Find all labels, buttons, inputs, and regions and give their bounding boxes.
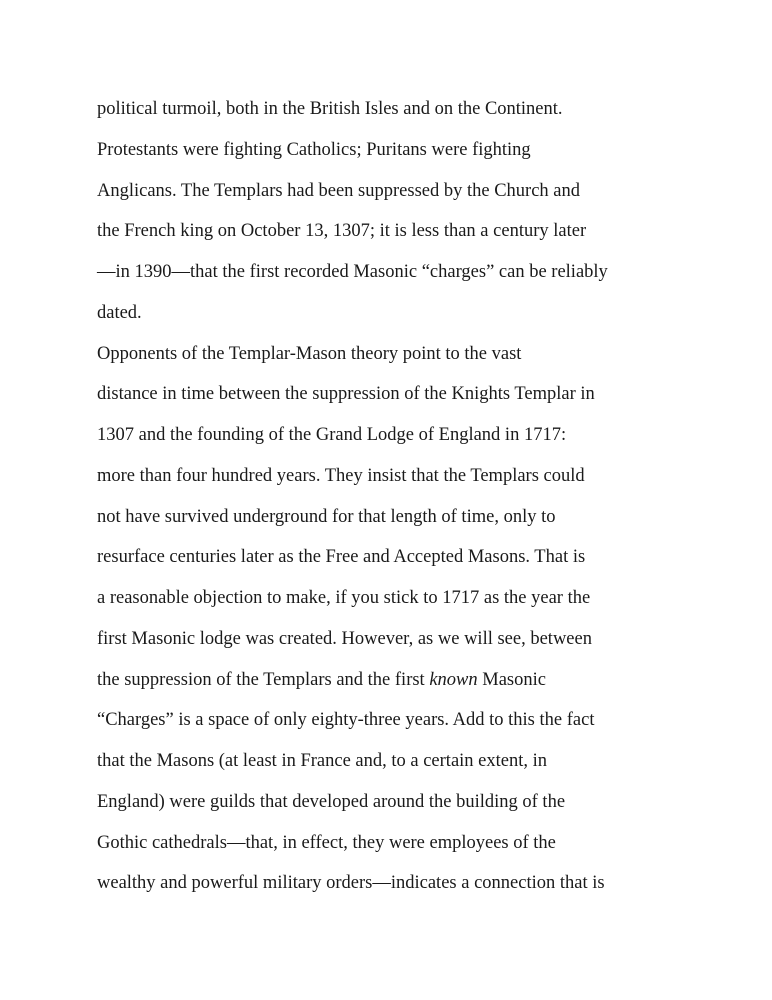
text-line-6: dated. [97, 302, 142, 323]
text-line-3: Anglicans. The Templars had been suppressed by the Church and [97, 180, 581, 201]
text-line-15-end: Masonic [477, 669, 546, 690]
text-line-16: “Charges” is a space of only eighty-three years. Add to this the fact [97, 710, 595, 731]
text-line-14: first Masonic lodge was created. However, as we will see, between [97, 628, 592, 649]
text-line-5: —in 1390—that the first recorded Masonic “charges” can be reliably [97, 262, 608, 282]
text-line-4: the French king on October 13, 1307; it is less than a century later [97, 221, 587, 242]
text-line-13: a reasonable objection to make, if you stick to 1717 as the year the [97, 588, 591, 608]
text-line-8: distance in time between the suppression of the Knights Templar in [97, 384, 595, 405]
text-line-12: resurface centuries later as the Free and Accepted Masons. That is [97, 547, 586, 568]
text-line-2: Protestants were fighting Catholics; Puritans were fighting [97, 139, 531, 160]
text-line-15-start: the suppression of the Templars and the first [97, 669, 430, 690]
emphasis-known: known [429, 669, 478, 690]
text-line-10: more than four hundred years. They insist that the Templars could [97, 465, 585, 486]
text-line-17: that the Masons (at least in France and, to a certain extent, in [97, 751, 548, 771]
text-line-20: wealthy and powerful military orders—indicates a connection that is [97, 873, 605, 894]
text-line-11: not have survived underground for that length of time, only to [97, 506, 556, 527]
text-line-19: Gothic cathedrals—that, in effect, they were employees of the [97, 832, 556, 853]
body-text [97, 89, 657, 904]
text-line-15 [97, 660, 657, 701]
text-line-1: political turmoil, both in the British Isles and on the Continent. [97, 99, 563, 119]
text-line-18: England) were guilds that developed around the building of the [97, 791, 566, 812]
text-line-9: 1307 and the founding of the Grand Lodge of England in 1717: [97, 425, 567, 445]
text-line-7: Opponents of the Templar-Mason theory point to the vast [97, 343, 522, 364]
